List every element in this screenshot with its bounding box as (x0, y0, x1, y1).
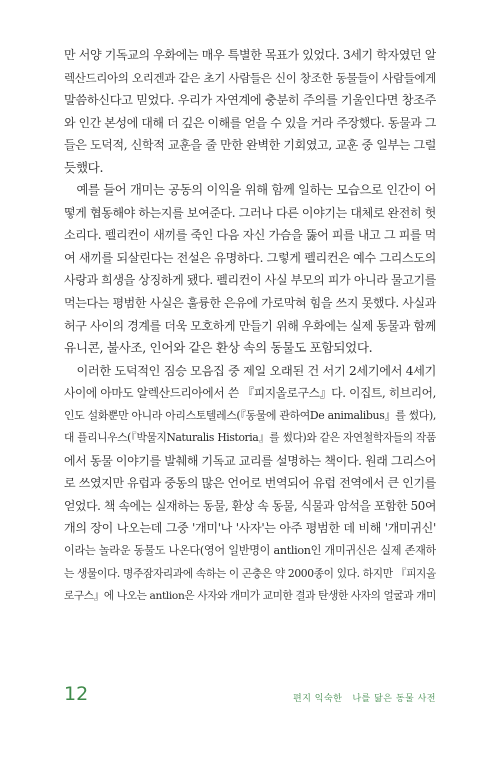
text-line: 사랑과 희생을 상징하게 됐다. 펠리컨이 사실 부모의 피가 아니라 물고기를 (64, 273, 436, 288)
text-line: 여 새끼를 되살린다는 전설은 유명하다. 그렇게 펠리컨은 예수 그리스도의 (64, 250, 436, 265)
text-line: 이라는 놀라운 동물도 나온다(영어 일반명이 antlion인 개미귀신은 실제 존재하 (64, 544, 436, 558)
text-line: 허구 사이의 경계를 더욱 모호하게 만들기 위해 우화에는 실제 동물과 함께 (64, 318, 436, 333)
paragraph-1 (64, 44, 436, 179)
text-line: 얻었다. 책 속에는 실재하는 동물, 환상 속 동물, 식물과 암석을 포함한 50여 (64, 498, 436, 513)
text-line: 유니콘, 불사조, 인어와 같은 환상 속의 동물도 포함되었다. (64, 340, 373, 356)
running-head-left: 편지 익숙한 (293, 694, 343, 704)
text-line: 떻게 협동해야 하는지를 보여준다. 그러나 다른 이야기는 대체로 완전히 헛 (64, 205, 436, 220)
text-line: 개의 장이 나오는데 그중 '개미'나 '사자'는 아주 평범한 데 비해 '개미귀신' (64, 521, 436, 536)
page-number: 12 (64, 683, 89, 705)
text-line: 인도 설화뿐만 아니라 아리스토텔레스(『동물에 관하여De animalibus』를 썼다), (64, 408, 436, 422)
text-line: 에서 동물 이야기를 발췌해 기독교 교리를 설명하는 책이다. 원래 그리스어 (64, 453, 436, 468)
text-line: 들은 도덕적, 신학적 교훈을 줄 만한 완벽한 기회였고, 교훈 중 일부는 그럴 (64, 138, 436, 153)
text-line: 사이에 아마도 알렉산드리아에서 쓴 『피지올로구스』다. 이집트, 히브리어, (64, 386, 436, 401)
running-head (293, 691, 436, 704)
text-line: 는 생물이다. 명주잠자리과에 속하는 이 곤충은 약 2000종이 있다. 하지만 『피지올 (64, 566, 436, 580)
text-line: 로구스』에 나오는 antlion은 사자와 개미가 교미한 결과 탄생한 사자의 얼굴과 개미 (64, 590, 436, 603)
text-line: 와 인간 본성에 대해 더 깊은 이해를 얻을 수 있을 거라 주장했다. 동물과 그 (64, 115, 436, 130)
text-line: 로 쓰였지만 유럽과 중동의 많은 언어로 번역되어 유럽 전역에서 큰 인기를 (64, 476, 436, 491)
running-head-title: 나를 닮은 동물 사전 (352, 694, 436, 704)
paragraph-3 (64, 360, 436, 608)
text-line: 이러한 도덕적인 짐승 모음집 중 제일 오래된 건 서기 2세기에서 4세기 (76, 363, 436, 378)
text-line: 소리다. 펠리컨이 새끼를 죽인 다음 자신 가슴을 뚫어 피를 내고 그 피를 먹 (64, 228, 436, 243)
text-line: 대 플리니우스(『박물지Naturalis Historia』를 썼다)와 같은 자연철학자들의 작품 (64, 431, 436, 445)
page-footer (64, 683, 436, 711)
body-text (64, 44, 436, 608)
text-line: 듯했다. (64, 159, 104, 175)
paragraph-2 (64, 179, 436, 359)
text-line: 만 서양 기독교의 우화에는 매우 특별한 목표가 있었다. 3세기 학자였던 알 (64, 48, 436, 62)
text-line: 말씀하신다고 믿었다. 우리가 자연계에 충분히 주의를 기울인다면 창조주 (64, 93, 436, 108)
text-line: 예를 들어 개미는 공동의 이익을 위해 함께 일하는 모습으로 인간이 어 (76, 183, 436, 198)
text-line: 렉산드리아의 오리겐과 같은 초기 사람들은 신이 창조한 동물들이 사람들에게 (64, 70, 436, 85)
text-line: 먹는다는 평범한 사실은 훌륭한 은유에 가로막혀 힘을 쓰지 못했다. 사실과 (64, 296, 436, 311)
